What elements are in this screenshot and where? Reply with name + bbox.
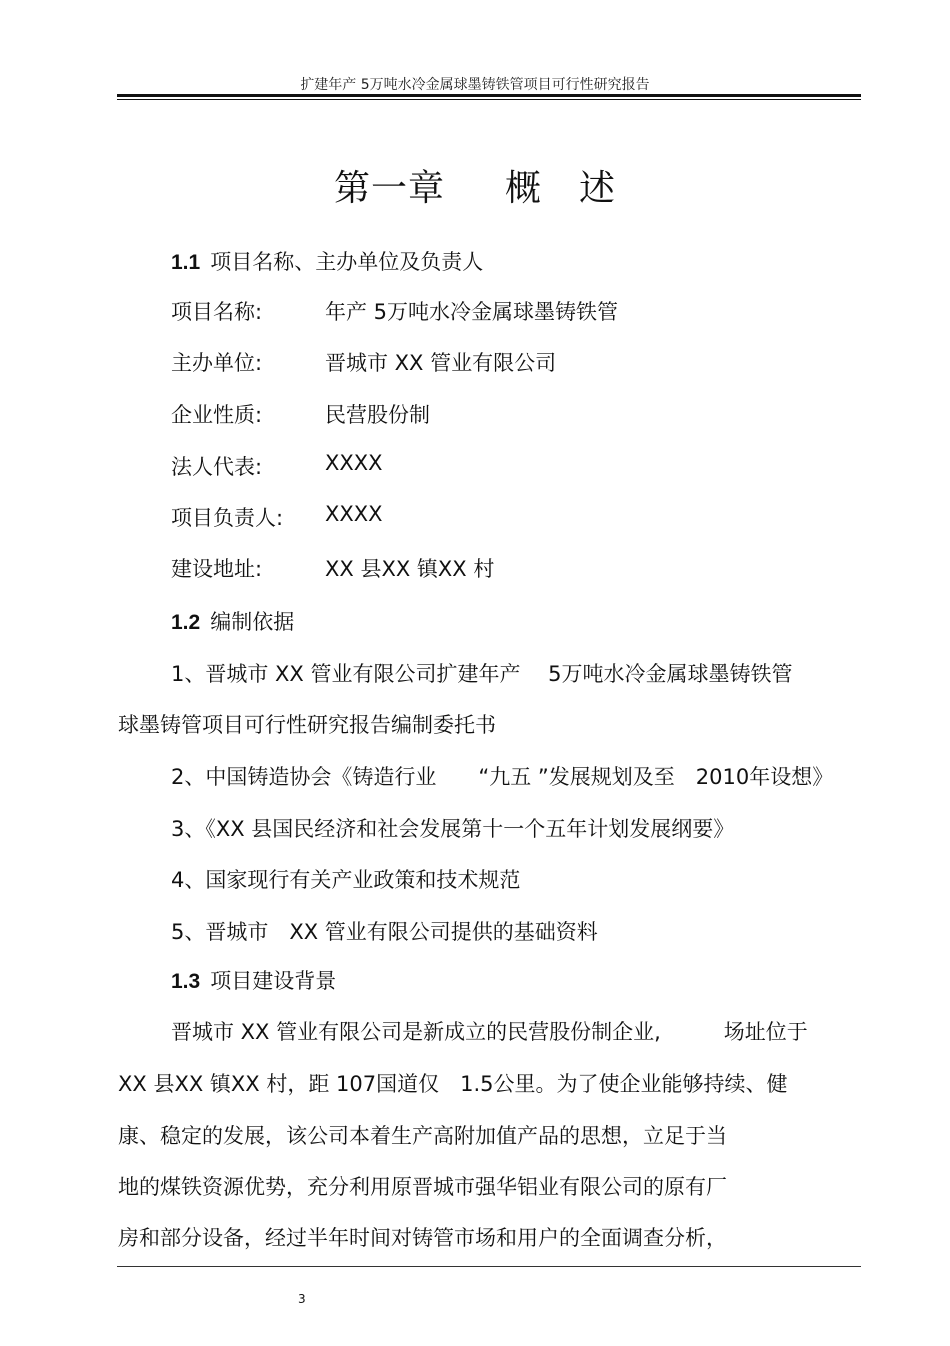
page-number: 3 xyxy=(298,1292,306,1306)
footer-rule xyxy=(117,1266,861,1267)
field-value-legal-rep: XXXX xyxy=(325,451,383,475)
field-value-address: XX 县XX 镇XX 村 xyxy=(325,557,495,581)
header-rule-thick xyxy=(117,94,861,97)
section-number: 1.1 xyxy=(171,251,201,274)
section-title: 项目建设背景 xyxy=(210,969,337,993)
field-label-project-name: 项目名称: xyxy=(171,300,263,324)
field-label-sponsor: 主办单位: xyxy=(171,351,263,375)
chapter-title xyxy=(0,160,950,211)
section-heading-1-1 xyxy=(171,246,483,276)
section-title: 项目名称、主办单位及负责人 xyxy=(210,250,484,274)
basis-item-1: 1、晋城市 XX 管业有限公司扩建年产 5万吨水冷金属球墨铸铁管 xyxy=(171,662,793,686)
basis-item-3: 3、《XX 县国民经济和社会发展第十一个五年计划发展纲要》 xyxy=(171,817,735,841)
chapter-name: 概 述 xyxy=(505,168,617,209)
field-value-enterprise-type: 民营股份制 xyxy=(325,403,430,427)
background-line-5: 房和部分设备，经过半年时间对铸管市场和用户的全面调查分析， xyxy=(118,1226,727,1250)
running-header: 扩建年产 5万吨水冷金属球墨铸铁管项目可行性研究报告 xyxy=(300,77,650,93)
field-label-enterprise-type: 企业性质: xyxy=(171,403,263,427)
section-number: 1.2 xyxy=(171,611,201,634)
section-title: 编制依据 xyxy=(210,610,295,634)
field-value-sponsor: 晋城市 XX 管业有限公司 xyxy=(325,351,557,375)
background-line-3: 康、稳定的发展，该公司本着生产高附加值产品的思想，立足于当 xyxy=(118,1124,727,1148)
background-line-1: 晋城市 XX 管业有限公司是新成立的民营股份制企业, 场址位于 xyxy=(171,1020,808,1044)
chapter-number: 第一章 xyxy=(333,168,445,209)
field-value-project-lead: XXXX xyxy=(325,502,383,526)
basis-item-1-cont: 球墨铸管项目可行性研究报告编制委托书 xyxy=(118,713,496,737)
background-line-4: 地的煤铁资源优势，充分利用原晋城市强华铝业有限公司的原有厂 xyxy=(118,1175,727,1199)
field-label-project-lead: 项目负责人: xyxy=(171,506,284,530)
field-value-project-name: 年产 5万吨水冷金属球墨铸铁管 xyxy=(325,300,619,324)
section-heading-1-3 xyxy=(171,965,336,995)
basis-item-4: 4、国家现行有关产业政策和技术规范 xyxy=(171,868,521,892)
field-label-address: 建设地址: xyxy=(171,557,263,581)
basis-item-2: 2、中国铸造协会《铸造行业 “九五 ”发展规划及至 2010年设想》 xyxy=(171,765,834,789)
field-label-legal-rep: 法人代表: xyxy=(171,455,263,479)
background-line-2: XX 县XX 镇XX 村，距 107国道仅 1.5公里。为了使企业能够持续、健 xyxy=(118,1072,788,1096)
section-heading-1-2 xyxy=(171,606,294,636)
header-rule-thin xyxy=(117,99,861,100)
section-number: 1.3 xyxy=(171,970,201,993)
basis-item-5: 5、晋城市 XX 管业有限公司提供的基础资料 xyxy=(171,920,598,944)
